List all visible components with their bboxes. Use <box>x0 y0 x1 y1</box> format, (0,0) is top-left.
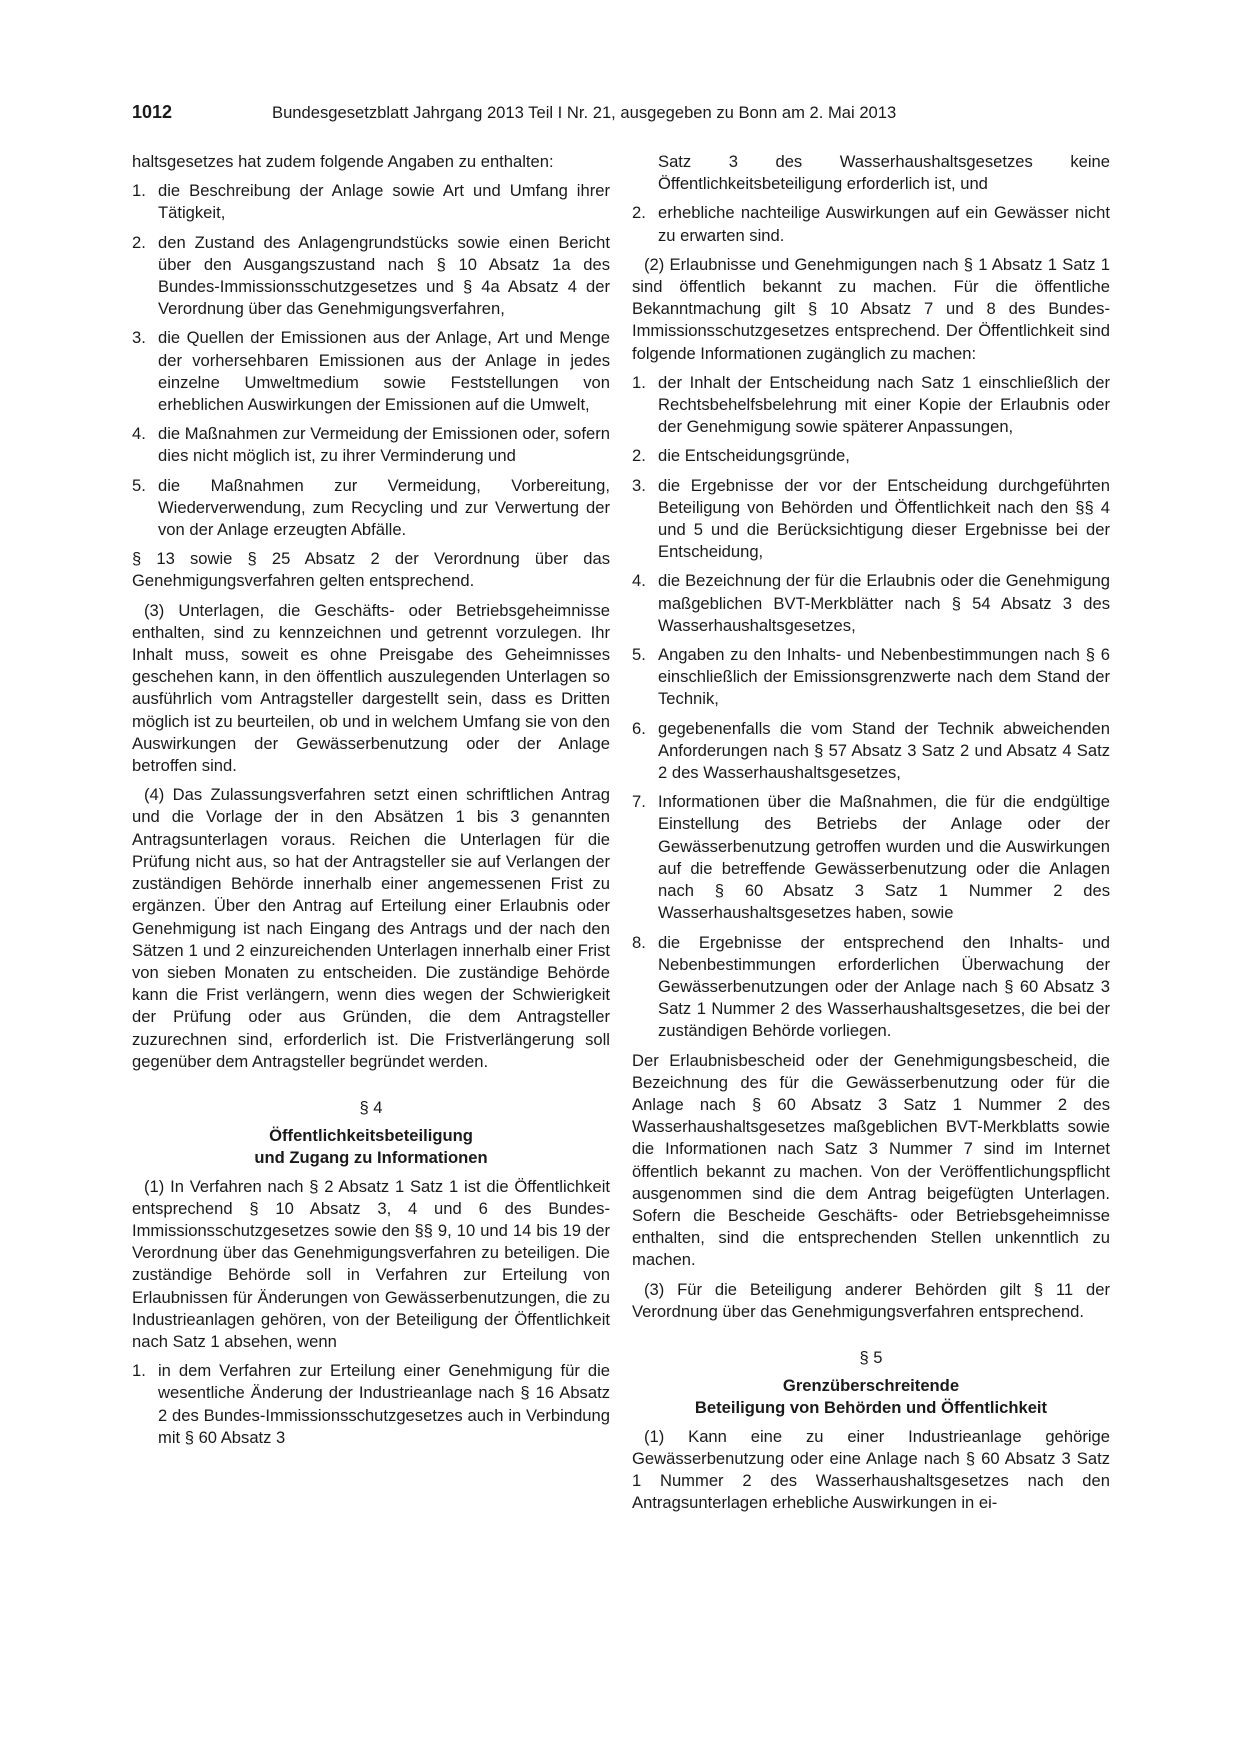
list-item <box>132 423 610 467</box>
list-item <box>132 475 610 542</box>
list-number: 2. <box>632 203 646 223</box>
list-text: die Ergebnisse der entsprechend den Inhalts- und Nebenbestimmungen erforderlichen Überwachung der Gewässerbenutzungen oder der Anlage nach § 60 Absatz 3 Satz 1 Nummer 2 des Wasserhaushaltsgesetzes, die bei der zuständigen Behörde vorliegen. <box>658 932 1110 1041</box>
paragraph-1: (1) Kann eine zu einer Industrieanlage gehörige Gewässerbenutzung oder eine Anlage nach § 60 Absatz 3 Satz 1 Nummer 2 des Wasserhaushaltsgesetzes nach den Antragsunterlagen erhebliche Auswirkungen in ei- <box>632 1426 1110 1513</box>
list-number: 4. <box>132 424 146 444</box>
list-number: 5. <box>132 475 146 495</box>
list-item <box>632 445 1110 467</box>
section-number: § 5 <box>859 1347 883 1367</box>
list-text: die Maßnahmen zur Vermeidung, Vorbereitung, Wiederverwendung, zum Recycling und zur Verwertung der von der Anlage erzeugten Abfälle. <box>158 475 610 540</box>
list-number: 3. <box>132 328 146 348</box>
list-item <box>132 327 610 416</box>
section-number: § 4 <box>359 1097 383 1117</box>
list-number: 5. <box>632 645 646 665</box>
paragraph: Der Erlaubnisbescheid oder der Genehmigungsbescheid, die Bezeichnung des für die Gewässerbenutzung oder für die Anlage nach § 60 Absatz 3 Satz 1 Nummer 2 des Wasserhaushaltsgesetzes maßgeblichen BVT-Merkblatts sowie die Informationen nach Satz 3 Nummer 7 sind im Internet öffentlich bekannt zu machen. Von der Veröffentlichungspflicht ausgenommen sind die dem Antrag beigefügten Unterlagen. Sofern die Bescheide Geschäfts- oder Betriebsgeheimnisse enthalten, sind die entsprechenden Stellen unkenntlich zu machen. <box>632 1050 1110 1270</box>
list-item <box>632 570 1110 637</box>
list-item <box>632 202 1110 246</box>
list-number: 3. <box>632 475 646 495</box>
list-text: Informationen über die Maßnahmen, die für die endgültige Einstellung des Betriebs der Anlage oder der Gewässerbenutzung getroffen wurden und die Auswirkungen auf die betreffende Gewässerbenutzung oder die Anlagen nach § 60 Absatz 3 Satz 1 Nummer 2 des Wasserhaushaltsgesetzes haben, sowie <box>658 792 1110 923</box>
list-number: 8. <box>632 932 646 952</box>
list-text: die Quellen der Emissionen aus der Anlage, Art und Menge der vorhersehbaren Emissionen aus der Anlage in jedes einzelne Umweltmedium sowie Feststellungen von erheblichen Auswirkungen der Emissionen auf die Umwelt, <box>158 328 610 415</box>
list-item <box>632 644 1110 711</box>
list-text: Angaben zu den Inhalts- und Nebenbestimmungen nach § 6 einschließlich der Emissionsgrenzwerte nach dem Stand der Technik, <box>658 645 1110 709</box>
paragraph-1: (1) In Verfahren nach § 2 Absatz 1 Satz 1 ist die Öffentlichkeit entsprechend § 10 Absatz 3, 4 und 6 des Bundes-Immissionsschutzgesetzes sowie den §§ 9, 10 und 14 bis 19 der Verordnung über das Genehmigungsverfahren zu beteiligen. Die zuständige Behörde soll in Verfahren zur Erteilung von Erlaubnissen für Änderungen von Gewässerbenutzungen, die zu Industrieanlagen gehören, von der Beteiligung der Öffentlichkeit nach Satz 1 absehen, wenn <box>132 1176 610 1351</box>
list-number: 2. <box>632 446 646 466</box>
list-number: 1. <box>132 181 146 201</box>
section-title <box>132 1125 610 1169</box>
list-number: 6. <box>632 718 646 738</box>
paragraph-4: (4) Das Zulassungsverfahren setzt einen schriftlichen Antrag und die Vorlage der in den Absätzen 1 bis 3 genannten Antragsunterlagen voraus. Reichen die Unterlagen für die Prüfung nicht aus, so hat der Antragsteller sie auf Verlangen der zuständigen Behörde innerhalb einer angemessenen Frist zu ergänzen. Über den Antrag auf Erteilung einer Erlaubnis oder Genehmigung ist nach Eingang des Antrags und der nach den Sätzen 1 und 2 einzureichenden Unterlagen innerhalb einer Frist von sieben Monaten zu entscheiden. Die zuständige Behörde kann die Frist verlängern, wenn dies wegen der Schwierigkeit der Prüfung oder aus Gründen, die dem Antragsteller zuzurechnen sind, erforderlich ist. Die Fristverlängerung soll gegenüber dem Antragsteller begründet werden. <box>132 785 610 1071</box>
list-item <box>132 1360 610 1449</box>
paragraph-3: (3) Unterlagen, die Geschäfts- oder Betriebsgeheimnisse enthalten, sind zu kennzeichnen und getrennt vorzulegen. Ihr Inhalt muss, soweit es ohne Preisgabe des Geheimnisses geschehen kann, in den öffentlich auszulegenden Unterlagen so ausführlich vom Antragsteller dargestellt sein, dass es Dritten möglich ist zu beurteilen, ob und in welchem Umfang sie von den Auswirkungen der Gewässerbenutzung oder der Anlage betroffen sind. <box>132 600 610 776</box>
list-text: die Maßnahmen zur Vermeidung der Emissionen oder, sofern dies nicht möglich ist, zu ihrer Verminderung und <box>158 424 610 466</box>
section-title-line: Öffentlichkeitsbeteiligung <box>269 1126 473 1146</box>
list-text: die Beschreibung der Anlage sowie Art und Umfang ihrer Tätigkeit, <box>158 181 610 223</box>
list-number: 1. <box>132 1361 146 1381</box>
paragraph: § 13 sowie § 25 Absatz 2 der Verordnung über das Genehmigungsverfahren gelten entsprechend. <box>132 549 610 591</box>
list-number: 1. <box>632 372 646 392</box>
list-item <box>132 180 610 224</box>
list-text: gegebenenfalls die vom Stand der Technik abweichenden Anforderungen nach § 57 Absatz 3 Satz 2 und Absatz 4 Satz 2 des Wasserhaushaltsgesetzes, <box>658 718 1110 783</box>
list-text: die Ergebnisse der vor der Entscheidung durchgeführten Beteiligung von Behörden und Öffentlichkeit nach den §§ 4 und 5 und die Berücksichtigung dieser Ergebnisse bei der Entscheidung, <box>658 475 1110 562</box>
paragraph-continuation: haltsgesetzes hat zudem folgende Angaben zu enthalten: <box>132 152 554 171</box>
list-text: Satz 3 des Wasserhaushaltsgesetzes keine Öffentlichkeitsbeteiligung erforderlich ist, und <box>658 152 1110 194</box>
list-item-continuation <box>632 151 1110 195</box>
list-text: in dem Verfahren zur Erteilung einer Genehmigung für die wesentliche Änderung der Industrieanlage nach § 16 Absatz 2 des Bundes-Immissionsschutzgesetzes auch in Verbindung mit § 60 Absatz 3 <box>158 1361 610 1447</box>
list-item <box>632 718 1110 785</box>
list-item <box>632 372 1110 439</box>
list-text: erhebliche nachteilige Auswirkungen auf ein Gewässer nicht zu erwarten sind. <box>658 203 1110 245</box>
page-header <box>132 102 1112 130</box>
list-number: 4. <box>632 571 646 591</box>
list-item <box>632 475 1110 564</box>
page-number: 1012 <box>132 102 173 122</box>
list-text: die Bezeichnung der für die Erlaubnis oder die Genehmigung maßgeblichen BVT-Merkblätter nach § 54 Absatz 3 des Wasserhaushaltsgesetzes, <box>658 571 1110 635</box>
section-title-line: und Zugang zu Informationen <box>254 1148 488 1168</box>
section-title-line: Beteiligung von Behörden und Öffentlichkeit <box>694 1398 1048 1418</box>
list-item <box>632 932 1110 1043</box>
list-number: 2. <box>132 232 146 252</box>
right-column <box>632 151 1110 1521</box>
list-text: den Zustand des Anlagengrundstücks sowie einen Bericht über den Ausgangszustand nach § 10 Absatz 1a des Bundes-Immissionsschutzgesetzes und § 4a Absatz 4 der Verordnung über das Genehmigungsverfahren, <box>158 232 610 319</box>
paragraph-2: (2) Erlaubnisse und Genehmigungen nach § 1 Absatz 1 Satz 1 sind öffentlich bekannt zu machen. Für die öffentliche Bekanntmachung gilt § 10 Absatz 7 und 8 des Bundes-Immissionsschutzgesetzes entsprechend. Der Öffentlichkeit sind folgende Informationen zugänglich zu machen: <box>632 254 1110 363</box>
running-title: Bundesgesetzblatt Jahrgang 2013 Teil I Nr. 21, ausgegeben zu Bonn am 2. Mai 2013 <box>272 103 897 122</box>
list-item <box>132 232 610 321</box>
list-text: die Entscheidungsgründe, <box>658 446 850 466</box>
list-item <box>632 791 1110 924</box>
paragraph-3: (3) Für die Beteiligung anderer Behörden gilt § 11 der Verordnung über das Genehmigungsverfahren entsprechend. <box>632 1279 1110 1321</box>
section-title <box>632 1375 1110 1419</box>
list-number: 7. <box>632 792 646 812</box>
section-title-line: Grenzüberschreitende <box>782 1376 960 1396</box>
list-text: der Inhalt der Entscheidung nach Satz 1 einschließlich der Rechtsbehelfsbelehrung mit einer Kopie der Erlaubnis oder der Genehmigung sowie späterer Anpassungen, <box>658 372 1110 437</box>
left-column <box>132 151 610 1456</box>
